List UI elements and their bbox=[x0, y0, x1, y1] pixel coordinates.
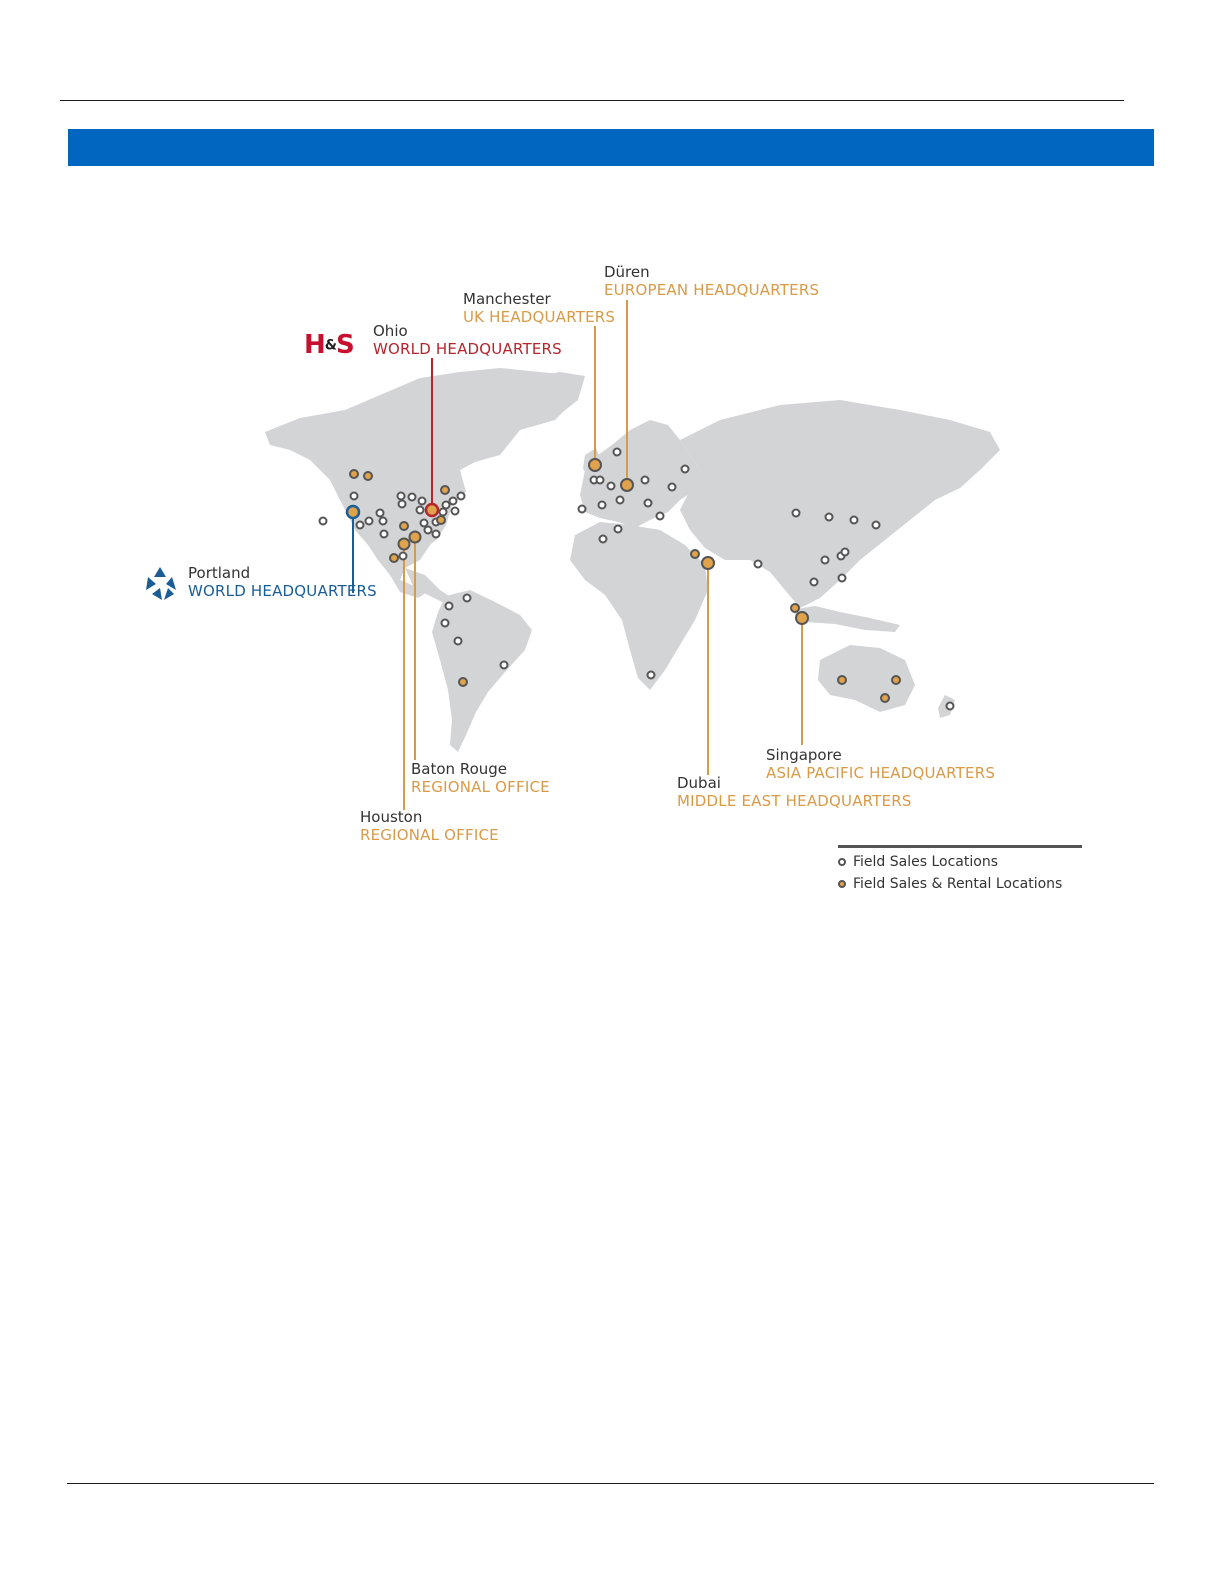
label-singapore bbox=[766, 746, 995, 782]
continents bbox=[265, 368, 1000, 752]
location-marker bbox=[669, 484, 676, 491]
location-marker bbox=[455, 638, 462, 645]
location-marker bbox=[682, 466, 689, 473]
location-marker bbox=[409, 494, 416, 501]
location-marker bbox=[440, 509, 447, 516]
grey-dot-icon bbox=[838, 858, 846, 866]
location-marker bbox=[399, 501, 406, 508]
location-marker bbox=[600, 536, 607, 543]
rental-marker bbox=[459, 678, 467, 686]
location-marker bbox=[320, 518, 327, 525]
houston-marker bbox=[399, 539, 410, 550]
africa bbox=[570, 522, 708, 690]
rental-marker bbox=[390, 554, 398, 562]
rental-marker bbox=[892, 676, 900, 684]
label-baton-rouge bbox=[411, 760, 550, 796]
location-marker bbox=[421, 520, 428, 527]
singapore-city: Singapore bbox=[766, 746, 842, 764]
location-marker bbox=[947, 703, 954, 710]
duren-city: Düren bbox=[604, 263, 650, 281]
location-marker bbox=[608, 483, 615, 490]
manchester-marker bbox=[589, 459, 601, 471]
location-marker bbox=[450, 498, 457, 505]
location-marker bbox=[417, 507, 424, 514]
hs-logo-s: S bbox=[335, 330, 354, 360]
duren-marker bbox=[621, 479, 633, 491]
legend-rule bbox=[838, 845, 1082, 848]
ohio-marker bbox=[426, 504, 438, 516]
legend-field-sales-rental bbox=[838, 876, 1082, 892]
baton-rouge-role: REGIONAL OFFICE bbox=[411, 778, 550, 796]
location-marker bbox=[398, 493, 405, 500]
location-marker bbox=[425, 527, 432, 534]
location-marker bbox=[842, 549, 849, 556]
location-marker bbox=[793, 510, 800, 517]
hs-logo-h: H bbox=[304, 330, 325, 360]
location-marker bbox=[755, 561, 762, 568]
location-marker bbox=[464, 595, 471, 602]
location-marker bbox=[433, 531, 440, 538]
portland-marker bbox=[347, 506, 359, 518]
label-ohio bbox=[373, 322, 562, 358]
houston-role: REGIONAL OFFICE bbox=[360, 826, 499, 844]
location-marker bbox=[446, 603, 453, 610]
location-marker bbox=[419, 498, 426, 505]
location-marker bbox=[617, 497, 624, 504]
rental-marker bbox=[441, 486, 449, 494]
location-marker bbox=[597, 477, 604, 484]
location-marker bbox=[811, 579, 818, 586]
rental-marker bbox=[791, 604, 799, 612]
manchester-city: Manchester bbox=[463, 290, 551, 308]
portland-logo-icon bbox=[146, 567, 176, 600]
dubai-role: MIDDLE EAST HEADQUARTERS bbox=[677, 792, 912, 810]
location-marker bbox=[381, 531, 388, 538]
label-portland bbox=[188, 564, 377, 600]
dubai-marker bbox=[702, 557, 714, 569]
rental-marker bbox=[400, 522, 408, 530]
location-marker bbox=[657, 513, 664, 520]
rental-marker bbox=[437, 516, 445, 524]
rental-marker bbox=[838, 676, 846, 684]
hs-logo-amp: & bbox=[324, 337, 336, 354]
hs-logo bbox=[304, 330, 354, 360]
location-marker bbox=[458, 493, 465, 500]
south-america bbox=[432, 590, 532, 752]
rental-marker bbox=[691, 550, 699, 558]
portland-role: WORLD HEADQUARTERS bbox=[188, 582, 377, 600]
legend-field-sales-rental-label: Field Sales & Rental Locations bbox=[853, 876, 1063, 892]
location-marker bbox=[351, 493, 358, 500]
baton-rouge-marker bbox=[410, 532, 421, 543]
label-duren bbox=[604, 263, 819, 299]
location-marker bbox=[648, 672, 655, 679]
location-marker bbox=[645, 500, 652, 507]
location-marker bbox=[377, 510, 384, 517]
legend-field-sales-label: Field Sales Locations bbox=[853, 854, 998, 870]
duren-role: EUROPEAN HEADQUARTERS bbox=[604, 281, 820, 299]
location-marker bbox=[822, 557, 829, 564]
location-marker bbox=[839, 575, 846, 582]
location-marker bbox=[826, 514, 833, 521]
location-marker bbox=[615, 526, 622, 533]
legend-field-sales bbox=[838, 854, 1082, 870]
location-marker bbox=[400, 553, 407, 560]
location-marker bbox=[599, 502, 606, 509]
location-marker bbox=[851, 517, 858, 524]
location-marker bbox=[380, 518, 387, 525]
rental-marker bbox=[364, 472, 372, 480]
singapore-role: ASIA PACIFIC HEADQUARTERS bbox=[766, 764, 996, 782]
location-marker bbox=[579, 506, 586, 513]
orange-dot-icon bbox=[838, 880, 846, 888]
manchester-role: UK HEADQUARTERS bbox=[463, 308, 616, 326]
label-manchester bbox=[463, 290, 615, 326]
bottom-rule bbox=[67, 1483, 1154, 1484]
rental-marker bbox=[350, 470, 358, 478]
singapore-marker bbox=[796, 612, 808, 624]
location-marker bbox=[642, 477, 649, 484]
ohio-city: Ohio bbox=[373, 322, 408, 340]
location-marker bbox=[442, 620, 449, 627]
map-legend bbox=[838, 845, 1082, 892]
dubai-city: Dubai bbox=[677, 774, 721, 792]
portland-city: Portland bbox=[188, 564, 251, 582]
location-marker bbox=[614, 449, 621, 456]
location-marker bbox=[873, 522, 880, 529]
location-marker bbox=[366, 518, 373, 525]
label-houston bbox=[360, 808, 499, 844]
location-marker bbox=[501, 662, 508, 669]
location-marker bbox=[443, 502, 450, 509]
location-marker bbox=[452, 508, 459, 515]
houston-city: Houston bbox=[360, 808, 423, 826]
rental-marker bbox=[881, 694, 889, 702]
baton-rouge-city: Baton Rouge bbox=[411, 760, 507, 778]
ohio-role: WORLD HEADQUARTERS bbox=[373, 340, 562, 358]
location-marker bbox=[357, 522, 364, 529]
